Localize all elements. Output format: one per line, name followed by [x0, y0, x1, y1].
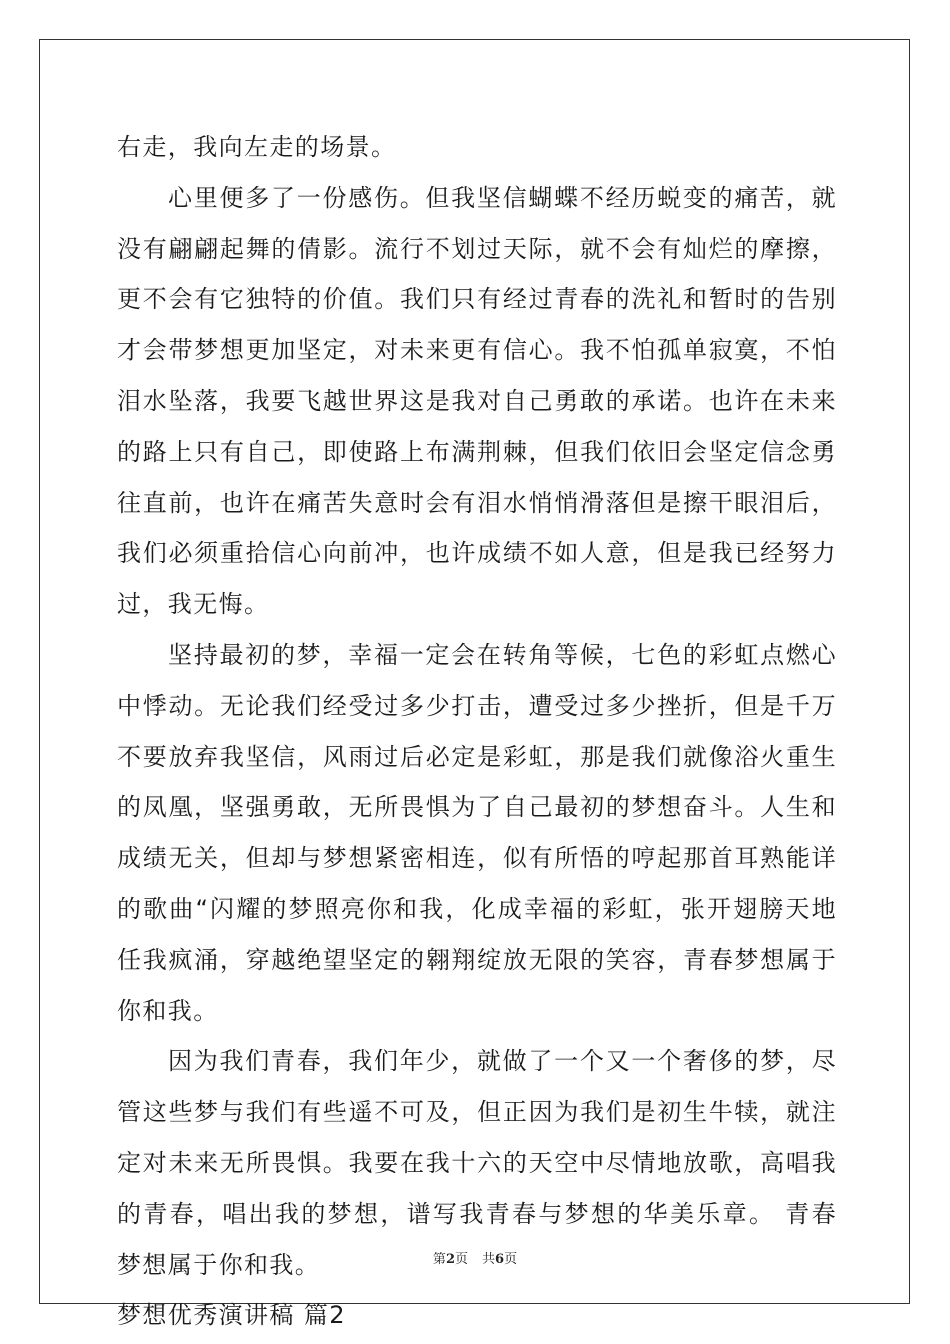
page-footer: [0, 1248, 950, 1267]
page-number: 2: [445, 1252, 455, 1267]
document-body: [117, 122, 837, 1341]
paragraph-1: 右走，我向左走的场景。: [117, 133, 397, 161]
paragraph-4: 因为我们青春，我们年少，就做了一个又一个奢侈的梦，尽管这些梦与我们有些遥不可及，但正因为我们是初生牛犊，就注定对未来无所畏惧。我要在我十六的天空中尽情地放歌，高唱我的青春，唱出我的梦想，谱写我青春与梦想的华美乐章。 青春梦想属于你和我。: [117, 1047, 837, 1279]
page-suffix: 页: [454, 1252, 468, 1267]
paragraph-2: 心里便多了一份感伤。但我坚信蝴蝶不经历蜕变的痛苦，就没有翩翩起舞的倩影。流行不划过天际，就不会有灿烂的摩擦，更不会有它独特的价值。我们只有经过青春的洗礼和暂时的告别才会带梦想更加坚定，对未来更有信心。我不怕孤单寂寞，不怕泪水坠落，我要飞越世界这是我对自己勇敢的承诺。也许在未来的路上只有自己，即使路上布满荆棘，但我们依旧会坚定信念勇往直前，也许在痛苦失意时会有泪水悄悄滑落但是擦干眼泪后，我们必须重拾信心向前冲，也许成绩不如人意，但是我已经努力过，我无悔。: [117, 183, 837, 619]
section-heading: 梦想优秀演讲稿 篇2: [117, 1301, 346, 1330]
paragraph-3: 坚持最初的梦，幸福一定会在转角等候，七色的彩虹点燃心中悸动。无论我们经受过多少打击，遭受过多少挫折，但是千万不要放弃我坚信，风雨过后必定是彩虹，那是我们就像浴火重生的凤凰，坚强勇敢，无所畏惧为了自己最初的梦想奋斗。人生和成绩无关，但却与梦想紧密相连，似有所悟的哼起那首耳熟能详的歌曲“闪耀的梦照亮你和我，化成幸福的彩虹，张开翅膀天地任我疯涌，穿越绝望坚定的翱翔绽放无限的笑容，青春梦想属于你和我。: [117, 640, 837, 1025]
page-prefix: 第: [432, 1252, 446, 1267]
total-suffix: 页: [504, 1252, 518, 1267]
total-prefix: 共: [482, 1252, 496, 1267]
total-pages: 6: [495, 1252, 505, 1267]
